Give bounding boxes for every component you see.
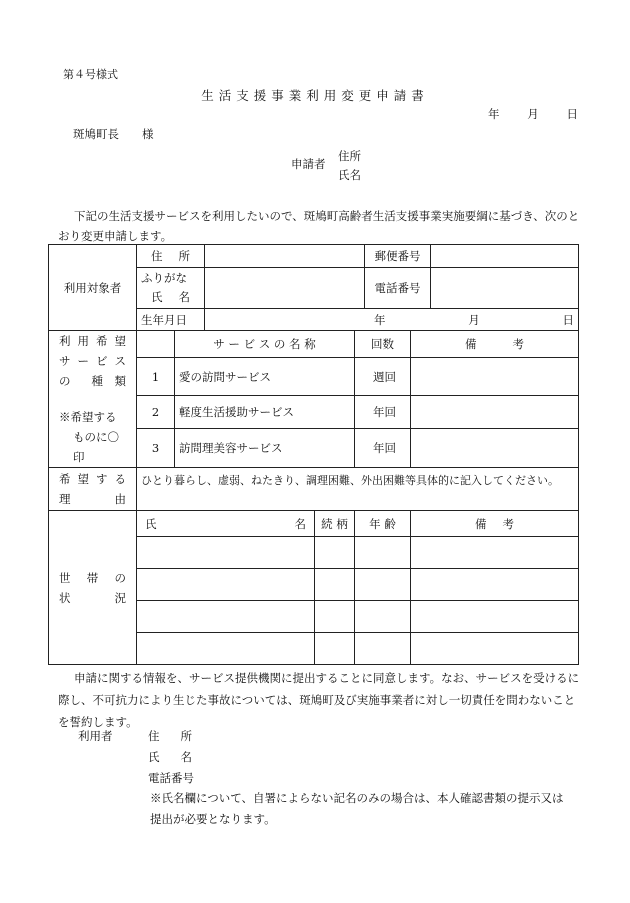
reason-field[interactable]: [137, 468, 579, 511]
service-num-header: [137, 331, 175, 358]
household-remarks-field[interactable]: [411, 633, 579, 665]
service-name: 愛の訪問サービス: [175, 358, 355, 396]
household-remarks-header: 備 考: [411, 511, 579, 537]
services-section-label: 利 用 希 望 サ ー ビ ス の 種 類 ※希望する ものに〇印: [49, 331, 137, 468]
service-freq[interactable]: 年 回: [355, 396, 411, 429]
service-num[interactable]: 1: [137, 358, 175, 396]
birth-month-label: 月: [468, 312, 480, 327]
household-relation-field[interactable]: [315, 601, 355, 633]
service-remarks[interactable]: [411, 396, 579, 429]
service-freq[interactable]: 週 回: [355, 358, 411, 396]
household-relation-field[interactable]: [315, 633, 355, 665]
user-address-label: 住 所: [148, 729, 192, 743]
user-phone-label: 電話番号: [148, 771, 194, 785]
date-year-label: 年: [488, 107, 500, 121]
user-name-label: 氏 名: [148, 750, 192, 764]
household-relation-header: 続 柄: [315, 511, 355, 537]
address-label: 住 所: [137, 245, 205, 268]
birth-year-label: 年: [374, 312, 386, 327]
household-remarks-field[interactable]: [411, 601, 579, 633]
addressee: 斑鳩町長 様: [73, 127, 154, 141]
phone-field[interactable]: [431, 268, 579, 309]
birthdate-label: 生年月日: [137, 309, 205, 331]
service-remarks[interactable]: [411, 358, 579, 396]
household-name-header: 氏 名: [137, 511, 315, 537]
user-label: 利用者: [78, 729, 113, 743]
user-note-line2: 提出が必要となります。: [150, 812, 276, 826]
service-num[interactable]: 2: [137, 396, 175, 429]
application-table: [48, 244, 579, 665]
household-age-field[interactable]: [355, 537, 411, 569]
applicant-label: 申請者: [291, 157, 326, 171]
applicant-address-label: 住所: [338, 149, 361, 163]
date-line: [488, 106, 578, 122]
service-count-header: 回 数: [355, 331, 411, 358]
date-day-label: 日: [566, 107, 578, 121]
birthdate-field[interactable]: [205, 309, 579, 331]
subject-section-label: 利用対象者: [49, 245, 137, 331]
service-name: 訪問理美容サービス: [175, 429, 355, 468]
consent-text: 申請に関する情報を、サービス提供機関に提出することに同意します。なお、サービスを受けるに際し、不可抗力により生じた事故については、斑鳩町及び実施事業者に対し一切責任を問わないことを誓約します。: [58, 671, 580, 729]
birth-day-label: 日: [562, 312, 574, 327]
date-month-label: 月: [527, 107, 539, 121]
household-remarks-field[interactable]: [411, 569, 579, 601]
household-name-field[interactable]: [137, 633, 315, 665]
applicant-name-label: 氏名: [338, 168, 361, 182]
phone-label: 電話番号: [365, 268, 431, 309]
service-freq[interactable]: 年 回: [355, 429, 411, 468]
household-age-header: 年 齢: [355, 511, 411, 537]
household-name-field[interactable]: [137, 569, 315, 601]
household-age-field[interactable]: [355, 601, 411, 633]
household-relation-field[interactable]: [315, 537, 355, 569]
household-age-field[interactable]: [355, 569, 411, 601]
household-relation-field[interactable]: [315, 569, 355, 601]
household-label: 世 帯 の 状 況: [49, 511, 137, 665]
household-remarks-field[interactable]: [411, 537, 579, 569]
service-name: 軽度生活援助サービス: [175, 396, 355, 429]
address-field[interactable]: [205, 245, 365, 268]
service-num[interactable]: 3: [137, 429, 175, 468]
service-name-header: サ ー ビ ス の 名 称: [175, 331, 355, 358]
service-remarks[interactable]: [411, 429, 579, 468]
name-field[interactable]: [205, 268, 365, 309]
postal-label: 郵便番号: [365, 245, 431, 268]
page-title: 生活支援事業利用変更申請書: [201, 88, 429, 103]
user-note-line1: ※氏名欄について、自署によらない記名のみの場合は、本人確認書類の提示又は: [150, 791, 564, 805]
reason-hint: ひとり暮らし、虚弱、ねたきり、調理困難、外出困難等具体的に記入してください。: [141, 474, 559, 487]
name-label: ふりがな 氏 名: [137, 268, 205, 309]
household-age-field[interactable]: [355, 633, 411, 665]
household-name-field[interactable]: [137, 537, 315, 569]
form-number: 第４号様式: [63, 68, 118, 81]
reason-label: 希 望 す る 理 由: [49, 468, 137, 511]
service-remarks-header: 備 考: [411, 331, 579, 358]
household-name-field[interactable]: [137, 601, 315, 633]
postal-field[interactable]: [431, 245, 579, 268]
intro-text: 下記の生活支援サービスを利用したいので、斑鳩町高齢者生活支援事業実施要綱に基づき、次のとおり変更申請します。: [58, 209, 580, 243]
